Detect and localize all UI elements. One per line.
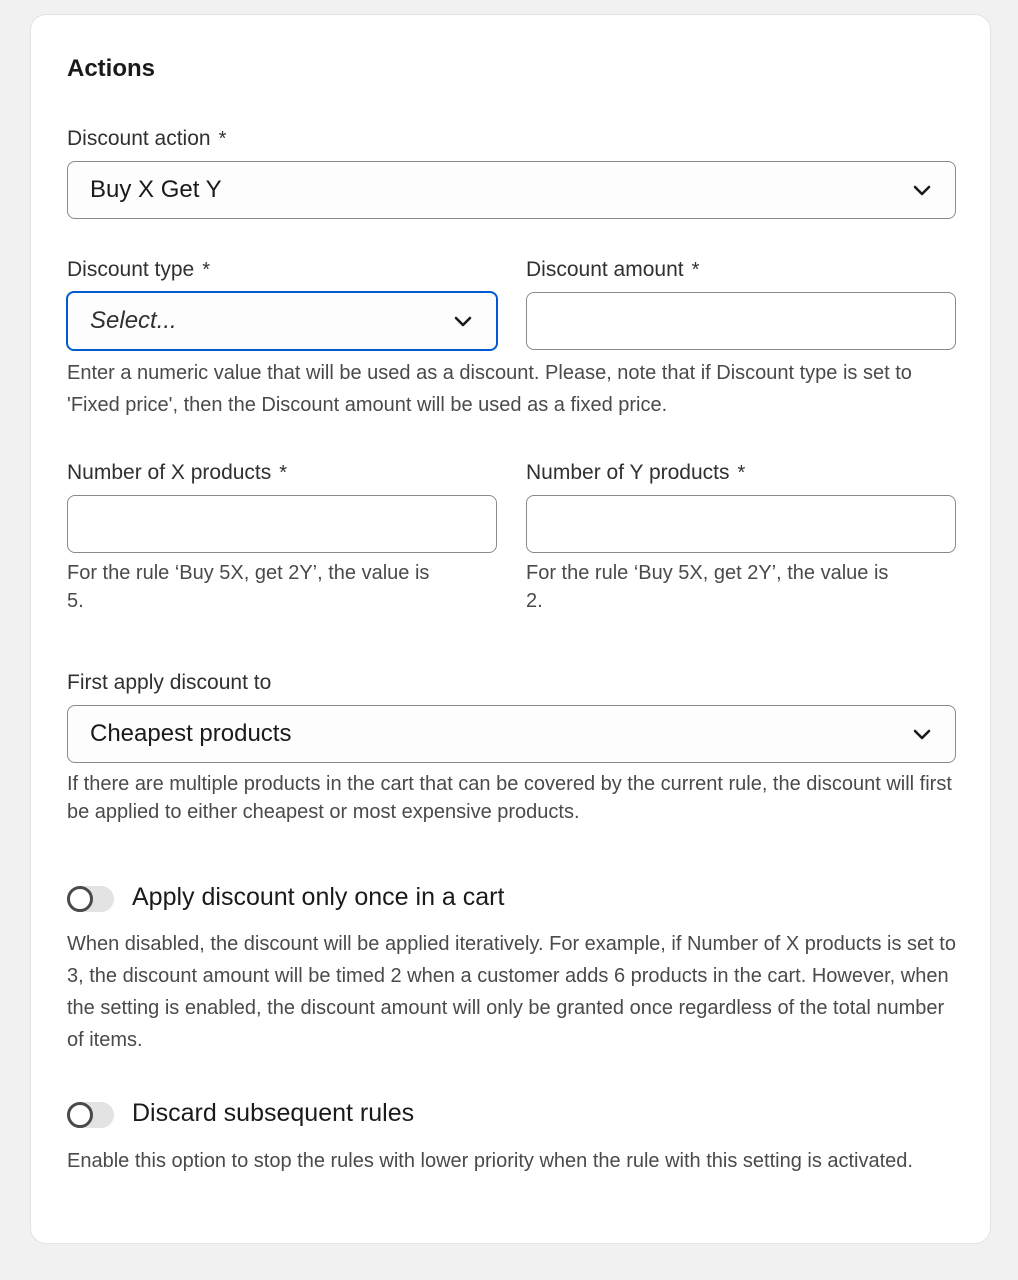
apply-once-help: When disabled, the discount will be applied iteratively. For example, if Number of X products is set to 3, the discount amount will be timed 2 when a customer adds 6 products in the cart. However, when the setting is enabled, the discount amount will only be granted once regardless of the total number of items. [67, 933, 956, 1051]
y-products-label [526, 461, 745, 485]
toggle-knob [67, 886, 93, 912]
y-products-help [526, 559, 966, 615]
required-mark: * [279, 462, 288, 484]
apply-once-toggle[interactable] [67, 886, 114, 912]
chevron-down-icon [452, 310, 474, 332]
discount-type-select[interactable] [66, 291, 498, 351]
discount-type-placeholder: Select... [90, 307, 177, 334]
first-apply-help: If there are multiple products in the cart that can be covered by the current rule, the discount will first be applied to either cheapest or most expensive products. [67, 773, 952, 823]
y-products-help-line1: For the rule ‘Buy 5X, get 2Y’, the value is [526, 562, 889, 584]
discard-rules-help: Enable this option to stop the rules with lower priority when the rule with this setting is activated. [67, 1150, 913, 1172]
y-products-input[interactable] [526, 495, 956, 553]
required-mark: * [202, 259, 211, 281]
discard-rules-label: Discard subsequent rules [132, 1099, 415, 1127]
x-products-label-text: Number of X products [67, 461, 272, 484]
discard-rules-toggle[interactable] [67, 1102, 114, 1128]
required-mark: * [737, 462, 746, 484]
y-products-label-text: Number of Y products [526, 461, 730, 484]
discount-action-label-text: Discount action [67, 127, 211, 150]
discount-action-select[interactable] [67, 161, 956, 219]
x-products-help [67, 559, 507, 615]
discount-help-text: Enter a numeric value that will be used as a discount. Please, note that if Discount type is set to 'Fixed price', then the Discount amount will be used as a fixed price. [67, 362, 912, 416]
y-products-help-line2: 2. [526, 590, 543, 612]
required-mark: * [218, 128, 227, 150]
first-apply-label: First apply discount to [67, 671, 272, 694]
x-products-input[interactable] [67, 495, 497, 553]
toggle-knob [67, 1102, 93, 1128]
required-mark: * [691, 259, 700, 281]
first-apply-select[interactable] [67, 705, 956, 763]
discount-amount-input[interactable] [526, 292, 956, 350]
x-products-help-line1: For the rule ‘Buy 5X, get 2Y’, the value is [67, 562, 430, 584]
discount-action-label [67, 127, 226, 151]
actions-card [30, 14, 991, 1244]
discount-amount-label [526, 258, 699, 282]
x-products-label [67, 461, 287, 485]
discount-action-value: Buy X Get Y [90, 176, 222, 203]
x-products-help-line2: 5. [67, 590, 84, 612]
chevron-down-icon [911, 723, 933, 745]
discount-type-label-text: Discount type [67, 258, 195, 281]
first-apply-value: Cheapest products [90, 720, 292, 747]
apply-once-label: Apply discount only once in a cart [132, 883, 505, 911]
section-title: Actions [67, 55, 156, 82]
discount-amount-label-text: Discount amount [526, 258, 684, 281]
chevron-down-icon [911, 179, 933, 201]
discount-type-label [67, 258, 210, 282]
